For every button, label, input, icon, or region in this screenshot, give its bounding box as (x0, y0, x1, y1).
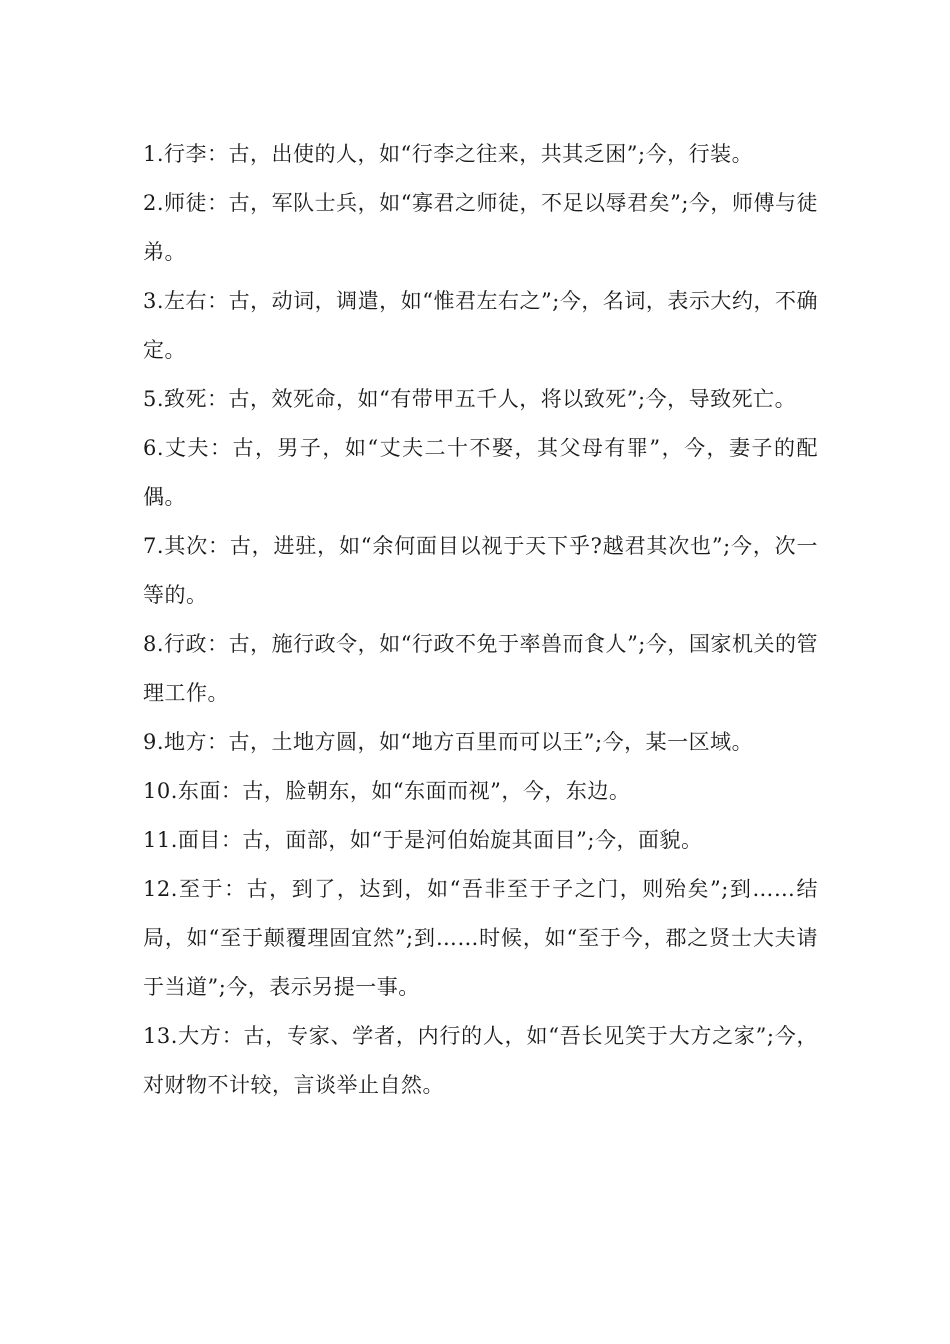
entry-zuoyou: 3.左右：古，动词，调遣，如“惟君左右之”;今，名词，表示大约，不确定。 (143, 289, 818, 362)
entry-xingli: 1.行李：古，出使的人，如“行李之往来，共其乏困”;今，行装。 (143, 142, 754, 166)
document-body (143, 130, 818, 1110)
entry-zhisi: 5.致死：古，效死命，如“有带甲五千人，将以致死”;今，导致死亡。 (143, 387, 797, 411)
entry-xingzheng: 8.行政：古，施行政令，如“行政不免于率兽而食人”;今，国家机关的管理工作。 (143, 632, 818, 705)
entry-zhiyu: 12.至于：古，到了，达到，如“吾非至于子之门，则殆矣”;到……结局，如“至于颠覆理固宜然”;到……时候，如“至于今，郡之贤士大夫请于当道”;今，表示另提一事。 (143, 877, 818, 999)
entry-qici: 7.其次：古，进驻，如“余何面目以视于天下乎?越君其次也”;今，次一等的。 (143, 534, 818, 607)
entry-shitu: 2.师徒：古，军队士兵，如“寡君之师徒，不足以辱君矣”;今，师傅与徒弟。 (143, 191, 818, 264)
entry-mianmu: 11.面目：古，面部，如“于是河伯始旋其面目”;今，面貌。 (143, 828, 703, 852)
entry-dongmian: 10.东面：古，脸朝东，如“东面而视”，今，东边。 (143, 779, 631, 803)
entry-dafang: 13.大方：古，专家、学者，内行的人，如“吾长见笑于大方之家”;今，对财物不计较，言谈举止自然。 (143, 1024, 818, 1097)
entry-zhangfu: 6.丈夫：古，男子，如“丈夫二十不娶，其父母有罪”，今，妻子的配偶。 (143, 436, 818, 509)
entry-difang: 9.地方：古，土地方圆，如“地方百里而可以王”;今，某一区域。 (143, 730, 754, 754)
